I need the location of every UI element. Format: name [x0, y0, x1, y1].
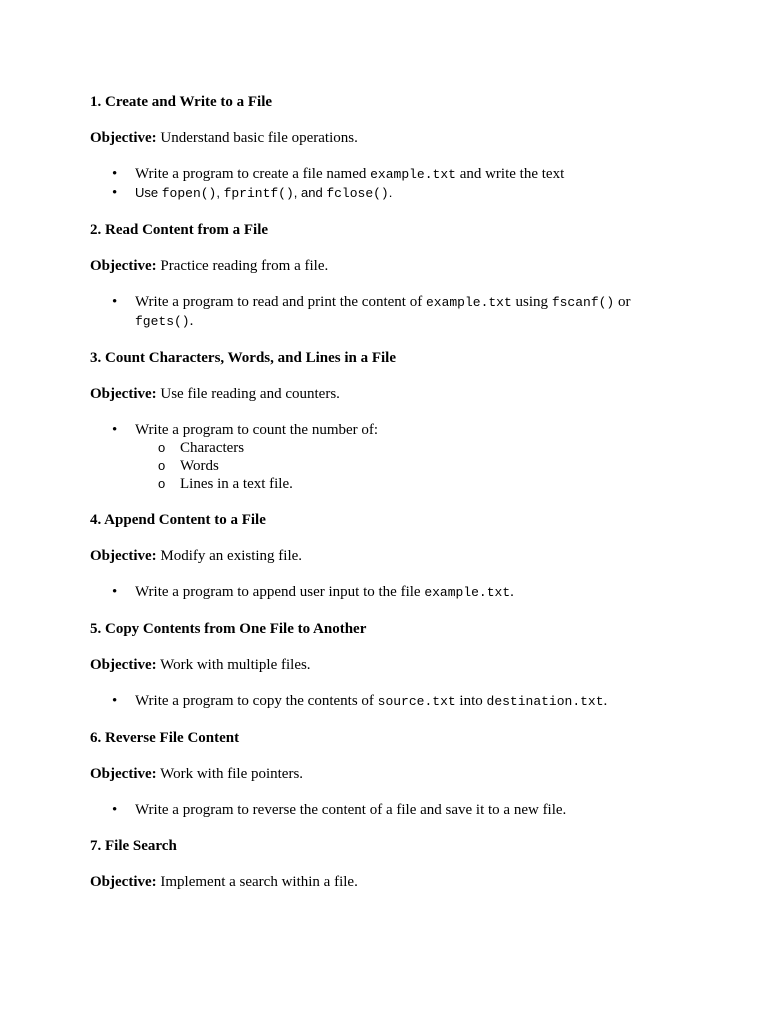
bullet-list	[90, 801, 690, 819]
list-item	[90, 293, 690, 331]
objective-label: Objective:	[90, 548, 157, 564]
item-text: Write a program to create a file named	[135, 166, 371, 182]
item-text: Use	[135, 185, 162, 200]
objective-text: Understand basic file operations.	[156, 130, 358, 146]
section-objective	[90, 547, 690, 565]
sub-bullet-glyph: o	[158, 476, 166, 491]
section-objective	[90, 257, 690, 275]
sub-list-item	[135, 439, 690, 457]
bullet-list	[90, 583, 690, 602]
objective-text: Work with file pointers.	[156, 766, 304, 782]
sub-item-text: Lines in a text file.	[180, 476, 293, 492]
code-snippet: example.txt	[424, 585, 511, 600]
item-text: .	[388, 185, 393, 200]
item-text: Write a program to reverse the content of a file and save it to a new file.	[135, 802, 567, 818]
section-heading: 6. Reverse File Content	[90, 730, 240, 746]
code-snippet: fopen()	[161, 186, 217, 201]
section-objective	[90, 129, 690, 147]
sub-list-item	[135, 457, 690, 475]
bullet-list	[90, 421, 690, 493]
section-objective	[90, 765, 690, 783]
objective-label: Objective:	[90, 657, 157, 673]
code-snippet: example.txt	[370, 167, 456, 182]
objective-label: Objective:	[90, 258, 157, 274]
item-text: and write the text	[455, 166, 565, 182]
objective-text: Use file reading and counters.	[156, 386, 340, 402]
bullet-list	[90, 692, 690, 711]
bullet-list	[90, 165, 690, 203]
code-snippet: fprintf()	[223, 186, 294, 201]
list-item	[90, 692, 690, 711]
bullet-glyph: •	[112, 802, 118, 818]
bullet-glyph: •	[112, 584, 118, 600]
bullet-list	[90, 293, 690, 331]
item-text: or	[614, 294, 631, 310]
document-page	[90, 93, 690, 909]
item-text: ,	[216, 185, 224, 200]
objective-text: Work with multiple files.	[156, 657, 311, 673]
code-snippet: fgets()	[135, 314, 190, 329]
item-text: using	[511, 294, 552, 310]
objective-label: Objective:	[90, 874, 157, 890]
objective-label: Objective:	[90, 766, 157, 782]
code-snippet: source.txt	[377, 694, 456, 709]
section-objective	[90, 656, 690, 674]
item-text: Write a program to read and print the content of	[135, 294, 426, 310]
item-text: .	[603, 693, 608, 709]
sub-bullet-glyph: o	[158, 458, 166, 473]
list-item	[90, 184, 690, 203]
sub-list	[135, 439, 690, 493]
bullet-glyph: •	[112, 422, 118, 438]
sub-bullet-glyph: o	[158, 440, 166, 455]
objective-label: Objective:	[90, 386, 157, 402]
code-snippet: fscanf()	[551, 295, 615, 310]
code-snippet: fclose()	[326, 186, 389, 201]
section-heading: 4. Append Content to a File	[90, 512, 266, 528]
list-item	[90, 421, 690, 493]
objective-text: Modify an existing file.	[156, 548, 303, 564]
code-snippet: example.txt	[425, 295, 512, 310]
item-text: Write a program to count the number of:	[135, 422, 379, 438]
list-item	[90, 165, 690, 184]
bullet-glyph: •	[112, 185, 118, 201]
code-snippet: destination.txt	[486, 694, 604, 709]
item-text: .	[510, 584, 514, 600]
section-objective	[90, 385, 690, 403]
item-text: Write a program to copy the contents of	[135, 693, 378, 709]
bullet-glyph: •	[112, 693, 118, 709]
objective-text: Practice reading from a file.	[156, 258, 329, 274]
item-text: , and	[293, 185, 327, 200]
bullet-glyph: •	[112, 294, 118, 310]
sub-item-text: Words	[180, 458, 219, 474]
section-heading: 2. Read Content from a File	[90, 222, 269, 238]
bullet-glyph: •	[112, 166, 118, 182]
sub-item-text: Characters	[180, 440, 245, 456]
item-text: Write a program to append user input to the file	[135, 584, 425, 600]
section-heading: 5. Copy Contents from One File to Another	[90, 621, 367, 637]
section-heading: 1. Create and Write to a File	[90, 94, 273, 110]
item-text: .	[189, 313, 194, 329]
item-text: into	[455, 693, 487, 709]
sub-list-item	[135, 475, 690, 493]
section-heading: 3. Count Characters, Words, and Lines in a File	[90, 350, 396, 366]
objective-text: Implement a search within a file.	[156, 874, 358, 890]
section-objective	[90, 873, 690, 891]
objective-label: Objective:	[90, 130, 157, 146]
list-item	[90, 801, 690, 819]
list-item	[90, 583, 690, 602]
section-heading: 7. File Search	[90, 838, 177, 854]
